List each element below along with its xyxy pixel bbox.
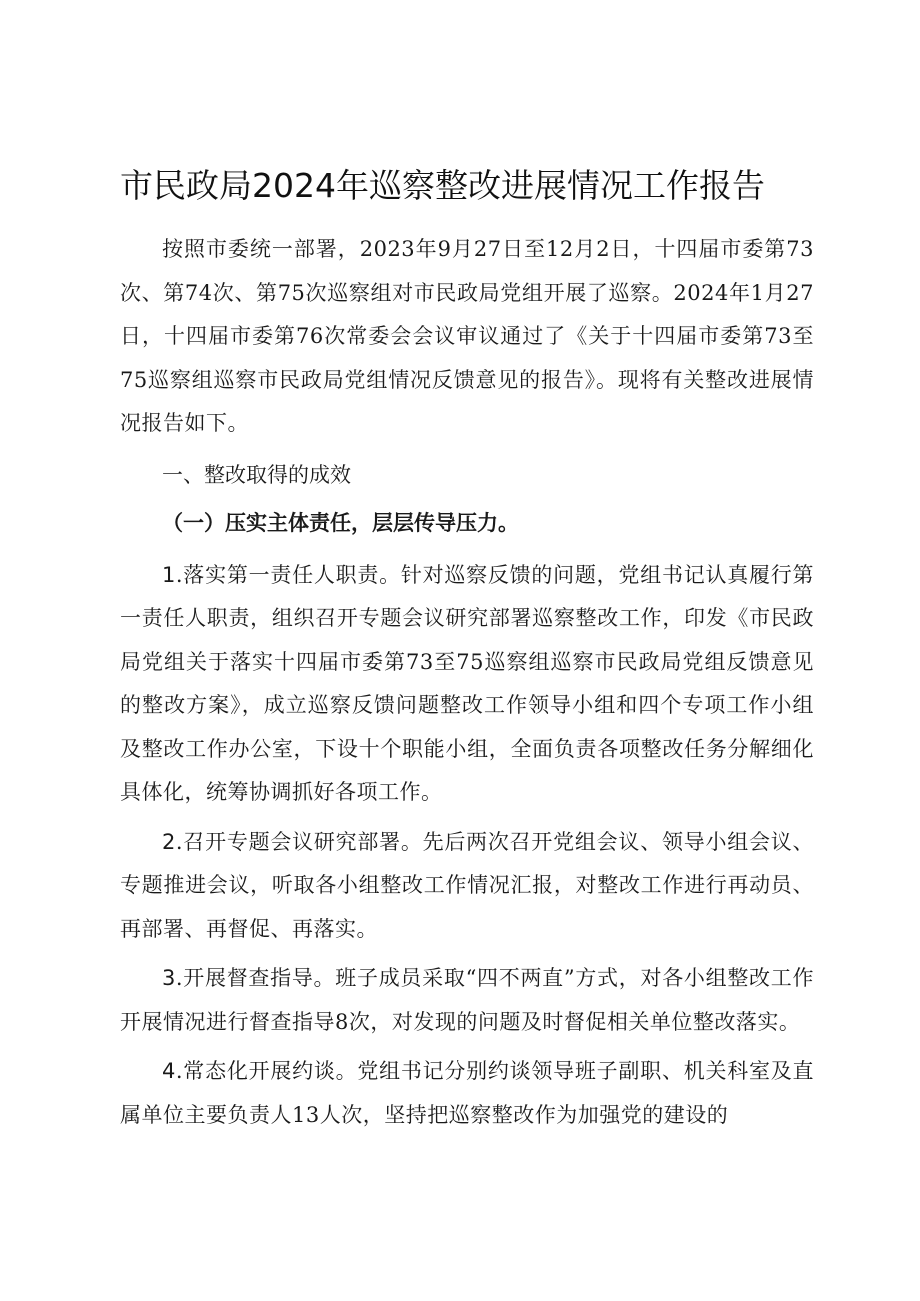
intro-paragraph: 按照市委统一部署，2023年9月27日至12月2日，十四届市委第73次、第74次、第75次巡察组对市民政局党组开展了巡察。2024年1月27日，十四届市委第76次常委会会议审议通过了《关于十四届市委第73至75巡察组巡察市民政局党组情况反馈意见的报告》。现将有关整改进展情况报告如下。 xyxy=(120,237,814,435)
list-item xyxy=(120,957,814,1044)
document-title: 市民政局2024年巡察整改进展情况工作报告 xyxy=(120,166,765,205)
item-text: .落实第一责任人职责。针对巡察反馈的问题，党组书记认真履行第一责任人职责，组织召开专题会议研究部署巡察整改工作，印发《市民政局党组关于落实十四届市委第73至75巡察组巡察市民政局党组反馈意见的整改方案》，成立巡察反馈问题整改工作领导小组和四个专项工作小组及整改工作办公室，下设十个职能小组，全面负责各项整改任务分解细化具体化，统筹协调抓好各项工作。 xyxy=(120,562,814,804)
item-number: 4 xyxy=(162,1059,176,1083)
item-number: 2 xyxy=(162,829,176,854)
item-text: .开展督查指导。班子成员采取“四不两直”方式，对各小组整改工作开展情况进行督查指导8次，对发现的问题及时督促相关单位整改落实。 xyxy=(120,966,814,1034)
list-item xyxy=(120,821,814,952)
item-number: 3 xyxy=(162,966,176,990)
subsection-heading-responsibility: （一）压实主体责任，层层传导压力。 xyxy=(162,509,519,535)
list-item xyxy=(120,554,814,815)
section-heading-achievements: 一、整改取得的成效 xyxy=(162,462,351,487)
item-text: .常态化开展约谈。党组书记分别约谈领导班子副职、机关科室及直属单位主要负责人13人次，坚持把巡察整改作为加强党的建设的 xyxy=(120,1059,814,1127)
item-number: 1 xyxy=(162,562,176,587)
item-text: .召开专题会议研究部署。先后两次召开党组会议、领导小组会议、专题推进会议，听取各小组整改工作情况汇报，对整改工作进行再动员、再部署、再督促、再落实。 xyxy=(120,829,814,941)
list-item xyxy=(120,1050,814,1137)
document-page xyxy=(120,158,814,1143)
